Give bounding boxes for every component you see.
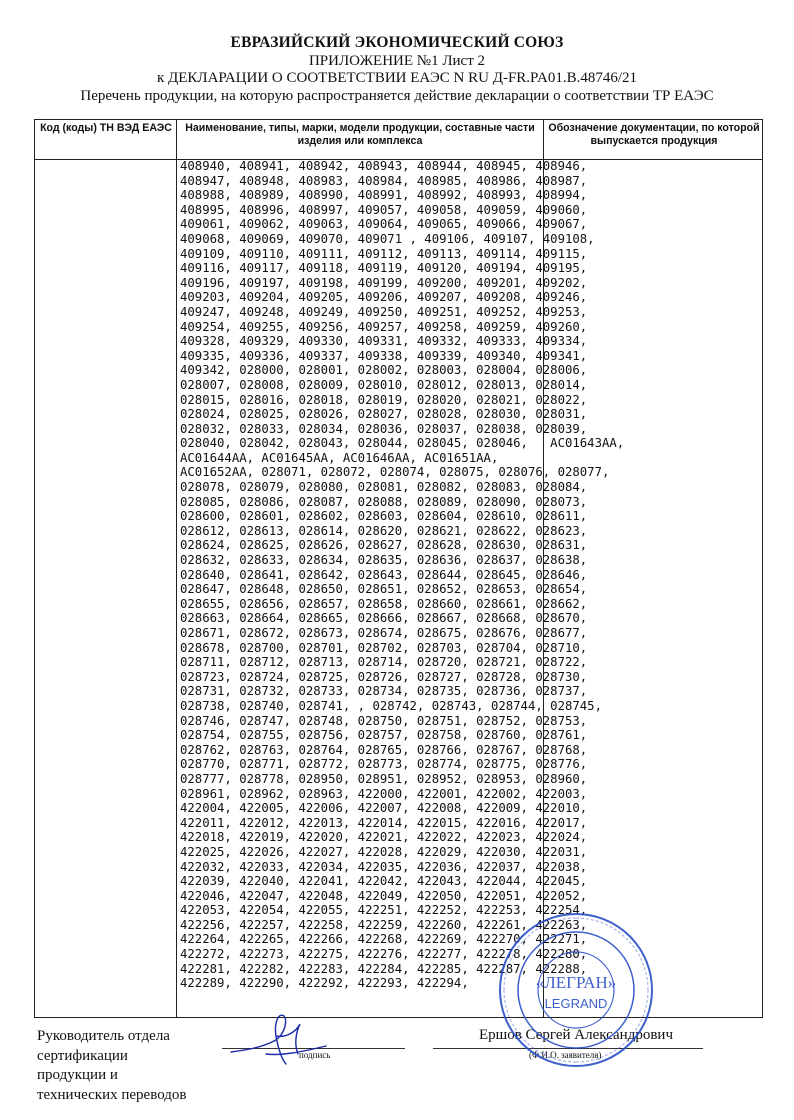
signer-position: Руководитель отдела сертификации продукции и технических переводов (37, 1028, 187, 1103)
seal-center-top: «ЛЕГРАН» (535, 973, 617, 992)
column-header-code: Код (коды) ТН ВЭД ЕАЭС (40, 122, 172, 134)
signer-name: Ершов Сергей Александрович (479, 1027, 673, 1043)
signature-caption: подпись (299, 1050, 331, 1060)
document-subtitle: Перечень продукции, на которую распространяется действие декларации о соответствии ТР ЕАЭС (80, 88, 714, 104)
column-header-documentation: Обозначение документации, по которой выпускается продукция (548, 122, 760, 147)
seal-center-bottom: LEGRAND (544, 996, 608, 1011)
name-caption: (Ф.И.О. заявителя) (529, 1050, 602, 1060)
product-codes-list: 408940, 408941, 408942, 408943, 408944, 408945, 408946, 408947, 408948, 408983, 408984, 408985, 408986, 408987, 408988, 408989, 408990, 408991, 408992, 408993, 408994, 408995, 408996, 408997, 409057, 409058, 409059, 409060, 409061, 409062, 409063, 409064, 409065, 409066, 409067, 409068, 409069, 409070, 409071 , 409106, 409107, 409108, 409109, 409110, 409111, 409112, 409113, 409114, 409115, 409116, 409117, 409118, 409119, 409120, 409194, 409195, 409196, 409197, 409198, 409199, 409200, 409201, 409202, 409203, 409204, 409205, 409206, 409207, 409208, 409246, 409247, 409248, 409249, 409250, 409251, 409252, 409253, 409254, 409255, 409256, 409257, 409258, 409259, 409260, 409328, 409329, 409330, 409331, 409332, 409333, 409334, 409335, 409336, 409337, 409338, 409339, 409340, 409341, 409342, 028000, 028001, 028002, 028003, 028004, 028006, 028007, 028008, 028009, 028010, 028012, 028013, 028014, 028015, 028016, 028018, 028019, 028020, 028021, 028022, 028024, 028025, 028026, 028027, 028028, 028030, 028031, 028032, 028033, 028034, 028036, 028037, 028038, 028039, 028040, 028042, 028043, 028044, 028045, 028046, AC01643AA, AC01644AA, AC01645AA, AC01646AA, AC01651AA, AC01652AA, 028071, 028072, 028074, 028075, 028076, 028077, 028078, 028079, 028080, 028081, 028082, 028083, 028084, 028085, 028086, 028087, 028088, 028089, 028090, 028073, 028600, 028601, 028602, 028603, 028604, 028610, 028611, 028612, 028613, 028614, 028620, 028621, 028622, 028623, 028624, 028625, 028626, 028627, 028628, 028630, 028631, 028632, 028633, 028634, 028635, 028636, 028637, 028638, 028640, 028641, 028642, 028643, 028644, 028645, 028646, 028647, 028648, 028650, 028651, 028652, 028653, 028654, 028655, 028656, 028657, 028658, 028660, 028661, 028662, 028663, 028664, 028665, 028666, 028667, 028668, 028670, 028671, 028672, 028673, 028674, 028675, 028676, 028677, 028678, 028700, 028701, 028702, 028703, 028704, 028710, 028711, 028712, 028713, 028714, 028720, 028721, 028722, 028723, 028724, 028725, 028726, 028727, 028728, 028730, 028731, 028732, 028733, 028734, 028735, 028736, 028737, 028738, 028740, 028741, , 028742, 028743, 028744, 028745, 028746, 028747, 028748, 028750, 028751, 028752, 028753, 028754, 028755, 028756, 028757, 028758, 028760, 028761, 028762, 028763, 028764, 028765, 028766, 028767, 028768, 028770, 028771, 028772, 028773, 028774, 028775, 028776, 028777, 028778, 028950, 028951, 028952, 028953, 028960, 028961, 028962, 028963, 422000, 422001, 422002, 422003, 422004, 422005, 422006, 422007, 422008, 422009, 422010, 422011, 422012, 422013, 422014, 422015, 422016, 422017, 422018, 422019, 422020, 422021, 422022, 422023, 422024, 422025, 422026, 422027, 422028, 422029, 422030, 422031, 422032, 422033, 422034, 422035, 422036, 422037, 422038, 422039, 422040, 422041, 422042, 422043, 422044, 422045, 422046, 422047, 422048, 422049, 422050, 422051, 422052, 422053, 422054, 422055, 422251, 422252, 422253, 422254, 422256, 422257, 422258, 422259, 422260, 422261, 422263, 422264, 422265, 422266, 422268, 422269, 422270, 422271, 422272, 422273, 422275, 422276, 422277, 422278, 422280, 422281, 422282, 422283, 422284, 422285, 422287, 422288, 422289, 422290, 422292, 422293, 422294, (180, 159, 625, 991)
declaration-number: к ДЕКЛАРАЦИИ О СООТВЕТСТВИИ ЕАЭС N RU Д-FR.PA01.B.48746/21 (156, 70, 638, 86)
document-org-title: ЕВРАЗИЙСКИЙ ЭКОНОМИЧЕСКИЙ СОЮЗ (230, 34, 564, 51)
handwritten-signature (226, 1010, 336, 1070)
company-seal (496, 910, 656, 1070)
appendix-title: ПРИЛОЖЕНИЕ №1 Лист 2 (308, 53, 486, 69)
column-divider (176, 120, 177, 1017)
products-table (34, 119, 763, 1018)
column-header-name: Наименование, типы, марки, модели продукции, составные части изделия или комплекса (185, 122, 535, 147)
